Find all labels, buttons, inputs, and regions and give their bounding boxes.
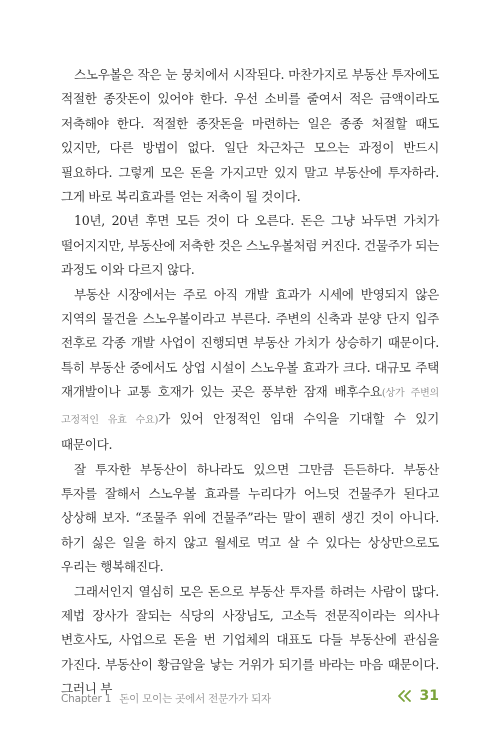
paragraph-4: 잘 투자한 부동산이 하나라도 있으면 그만큼 든든하다. 부동산 투자를 잘해서 스노우볼 효과를 누리다가 어느덧 건물주가 된다고 상상해 보자. “조물주 위에 건물주”라는 말이 괜히 생긴 것이 아니다. 하기 싫은 일을 하지 않고 월세로 먹고 살 수 있다는 상상만으로도 우리는 행복해진다. [61,461,439,575]
paragraph-3-main: 부동산 시장에서는 주로 아직 개발 효과가 시세에 반영되지 않은 지역의 물건을 스노우볼이라고 부른다. 주변의 신축과 분양 단지 입주 전후로 각종 개발 사업이 진행되면 부동산 가치가 상승하기 때문이다. 특히 부동산 중에서도 상업 시설이 스노우볼 효과가 크다. 대규모 주택 재개발이나 교통 호재가 있는 곳은 풍부한 잠재 배후수요 [61,286,439,400]
paragraph-3-tail: 가 있어 안정적인 임대 수익을 기대할 수 있기 때문이다. [61,410,439,453]
page-number-group [396,688,439,704]
paragraph-1: 스노우볼은 작은 눈 뭉치에서 시작된다. 마찬가지로 부동산 투자에도 적절한 종잣돈이 있어야 한다. 우선 소비를 줄여서 적은 금액이라도 저축해야 한다. 적절한 종잣돈을 마련하는 일은 종종 처절할 때도 있지만, 다른 방법이 없다. 일단 차근차근 모으는 과정이 반드시 필요하다. 그렇게 모은 돈을 가지고만 있지 말고 부동산에 투자하라. 그게 바로 복리효과를 얻는 저축이 될 것이다. [61,67,439,205]
chapter-title: 돈이 모이는 곳에서 전문가가 되자 [119,693,271,705]
chapter-label: Chapter 1 [61,693,112,705]
footnote-inline-note: (상가 주변의 고정적인 유효 수요) [61,388,439,426]
paragraph-3 [61,283,439,458]
double-chevron-left-icon [396,689,414,703]
paragraph-2: 10년, 20년 후면 모든 것이 다 오른다. 돈은 그냥 놔두면 가치가 떨어지지만, 부동산에 저축한 것은 스노우볼처럼 커진다. 건물주가 되는 과정도 이와 다르지 않다. [61,213,439,278]
paragraph-5: 그래서인지 열심히 모은 돈으로 부동산 투자를 하려는 사람이 많다. 제법 장사가 잘되는 식당의 사장님도, 고소득 전문직이라는 의사나 변호사도, 사업으로 돈을 번 기업체의 대표도 다들 부동산에 관심을 가진다. 부동산이 황금알을 낳는 거위가 되기를 바라는 마음 때문이다. 그러니 부 [61,583,439,697]
running-footer [61,691,271,706]
page-number: 31 [419,688,439,704]
page-footer [61,688,439,708]
page-body [61,63,439,702]
